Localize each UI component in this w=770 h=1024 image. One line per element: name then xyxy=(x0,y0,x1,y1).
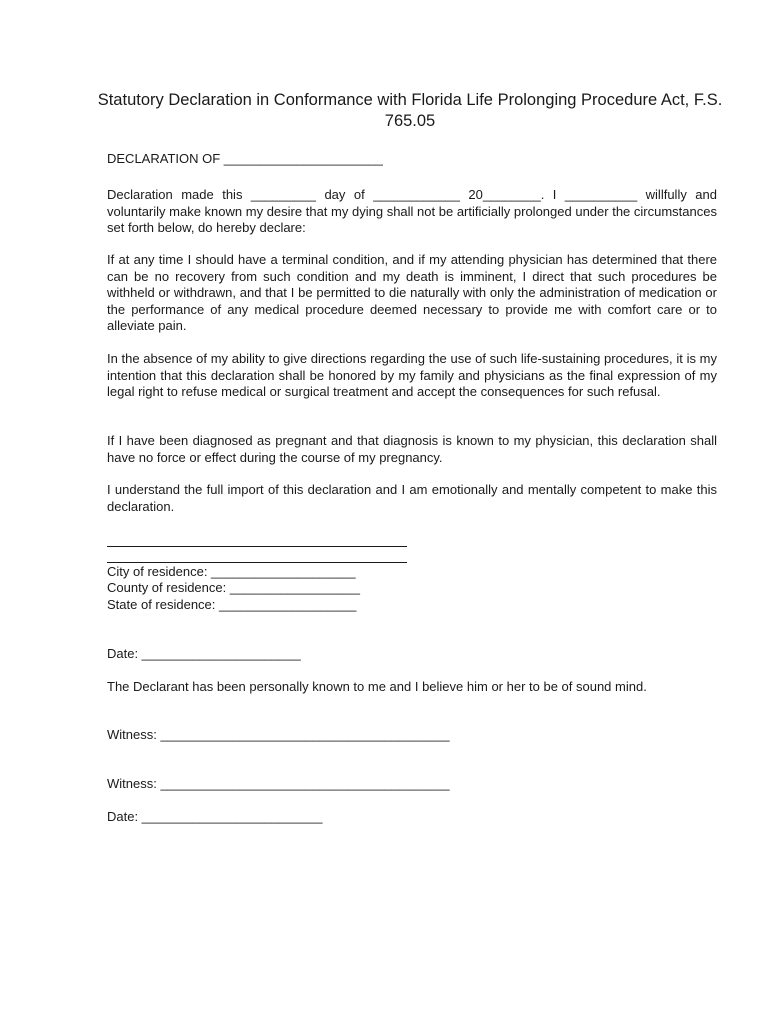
city-of-residence: City of residence: ____________________ xyxy=(107,564,356,579)
signature-line xyxy=(107,562,407,563)
witness-line-2: Witness: ________________________________________ xyxy=(107,776,450,791)
witness-date-line: Date: _________________________ xyxy=(107,809,323,824)
paragraph-absence-of-ability: In the absence of my ability to give directions regarding the use of such life-sustaining procedures, it is my intention that this declaration shall be honored by my family and physicians as the final expression of my legal right to refuse medical or surgical treatment and accept the consequences for such refusal. xyxy=(107,351,717,399)
witness-line-1: Witness: ________________________________________ xyxy=(107,727,450,742)
paragraph-terminal-condition: If at any time I should have a terminal condition, and if my attending physician has determined that there can be no recovery from such condition and my death is imminent, I direct that such procedures be withheld or withdrawn, and that I be permitted to die naturally with only the administration of medication or the performance of any medical procedure deemed necessary to provide me with comfort care or to alleviate pain. xyxy=(107,252,717,333)
document-title: Statutory Declaration in Conformance with Florida Life Prolonging Procedure Act, F.S. 765.05 xyxy=(97,91,723,130)
state-of-residence: State of residence: ___________________ xyxy=(107,597,357,612)
paragraph-pregnancy: If I have been diagnosed as pregnant and that diagnosis is known to my physician, this declaration shall have no force or effect during the course of my pregnancy. xyxy=(107,433,717,465)
signature-line xyxy=(107,546,407,547)
declarant-date-line: Date: ______________________ xyxy=(107,646,301,661)
declaration-of-line: DECLARATION OF ______________________ xyxy=(107,151,383,166)
paragraph-understanding: I understand the full import of this declaration and I am emotionally and mentally competent to make this declaration. xyxy=(107,482,717,514)
attestation-statement: The Declarant has been personally known to me and I believe him or her to be of sound mind. xyxy=(107,679,647,694)
paragraph-declaration: Declaration made this _________ day of ____________ 20________. I __________ willfully and voluntarily make known my desire that my dying shall not be artificially prolonged under the circumstances set forth below, do hereby declare: xyxy=(107,187,717,235)
county-of-residence: County of residence: __________________ xyxy=(107,580,360,595)
